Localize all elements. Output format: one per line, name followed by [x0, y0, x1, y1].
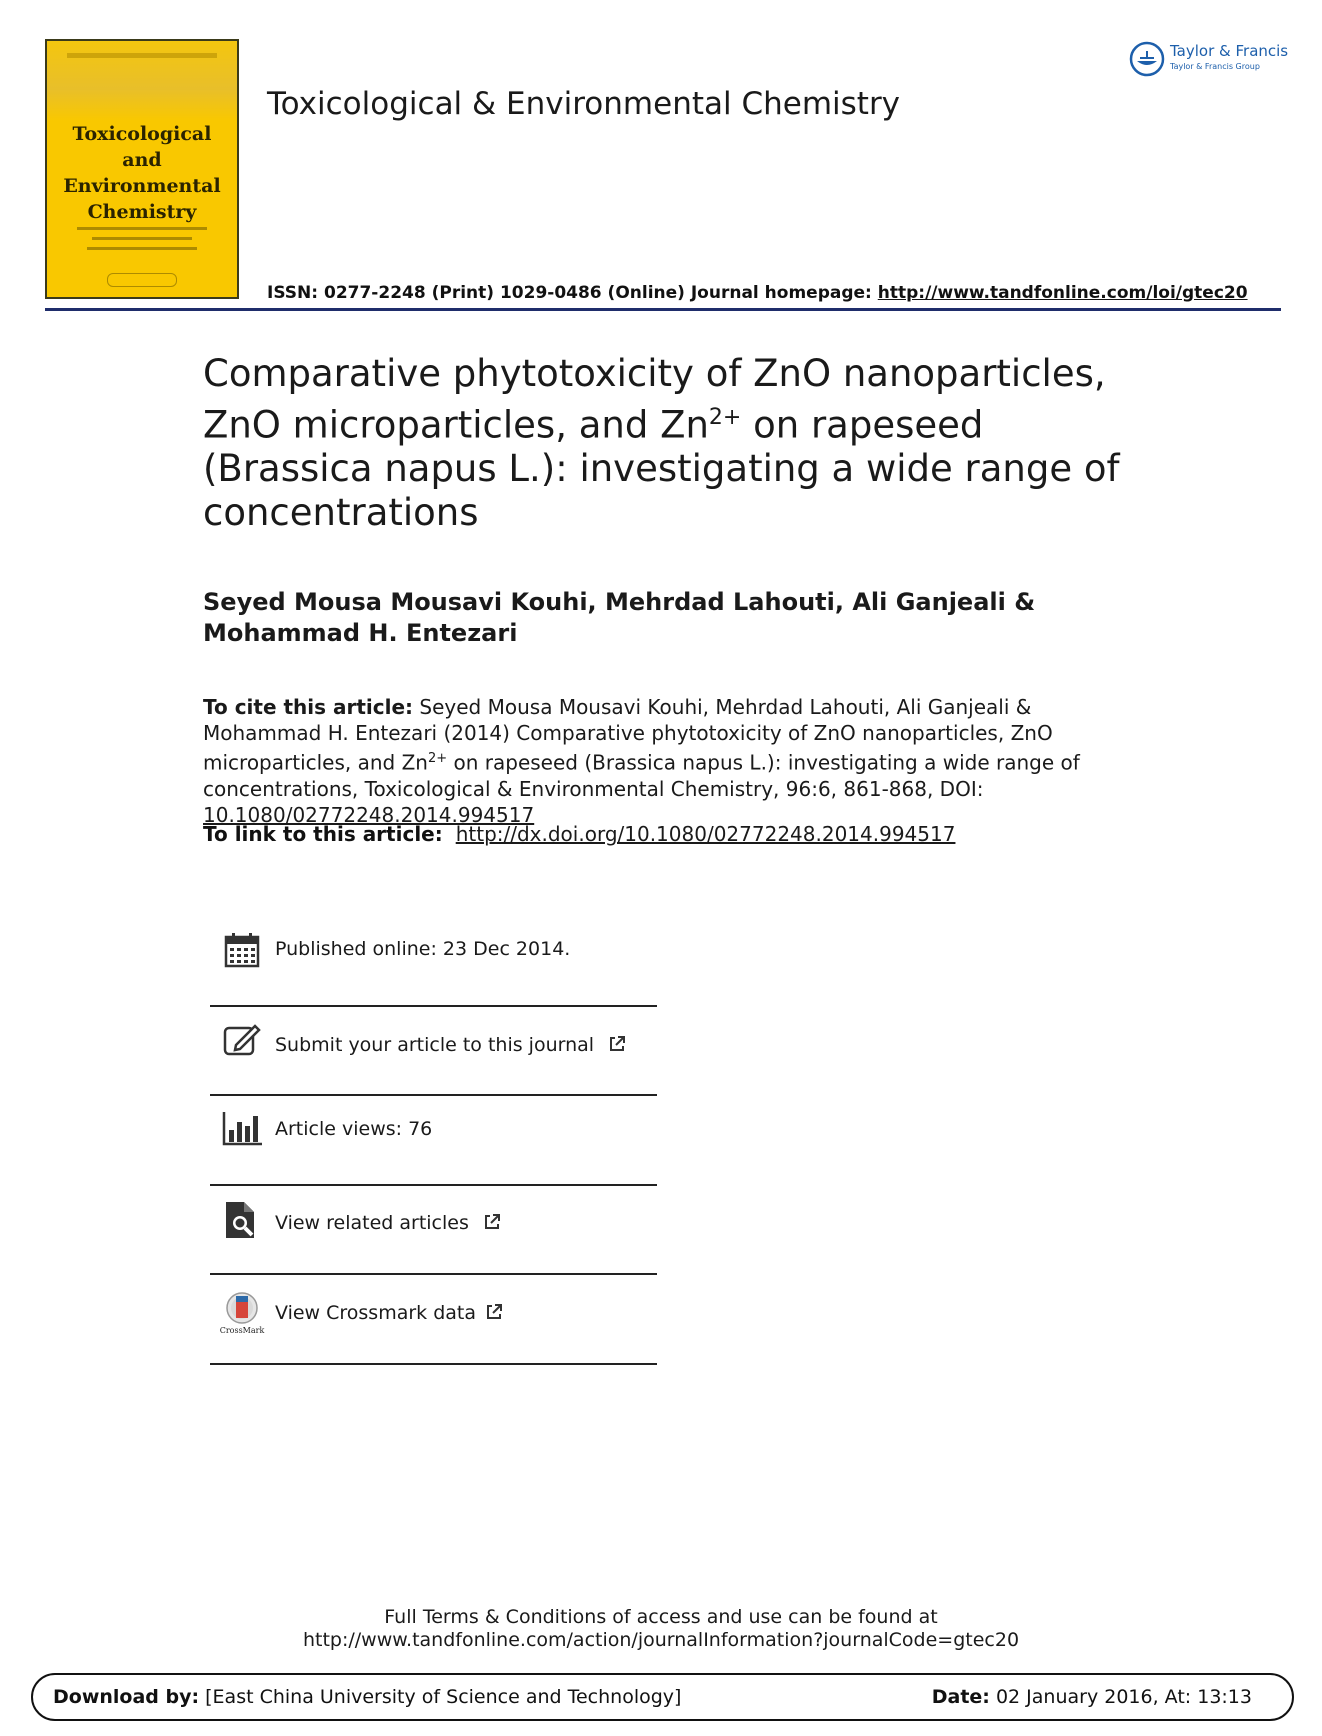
article-views-row [210, 1108, 657, 1148]
crossmark-label: View Crossmark data [275, 1302, 477, 1324]
citation-block [203, 694, 1133, 828]
publisher-logo [1128, 40, 1288, 80]
external-link-icon [483, 1213, 501, 1231]
link-label: To link to this article: [203, 822, 450, 846]
crossmark-link[interactable] [210, 1290, 657, 1336]
external-link-icon [608, 1035, 626, 1053]
terms-notice [0, 1606, 1322, 1652]
doi-link[interactable]: 10.1080/02772248.2014.994517 [203, 802, 535, 827]
document-search-icon [222, 1200, 262, 1240]
terms-url[interactable]: http://www.tandfonline.com/action/journalInformation?journalCode=gtec20 [302, 1629, 1020, 1651]
cover-title: Toxicological and Environmental Chemistry [63, 123, 221, 223]
submit-article-label: Submit your article to this journal [275, 1034, 595, 1056]
related-articles-row [275, 1212, 501, 1234]
download-footer [31, 1673, 1294, 1721]
download-label: Download by: [53, 1686, 200, 1708]
journal-title: Toxicological & Environmental Chemistry [267, 86, 901, 122]
cover-header-strip [67, 53, 217, 58]
info-divider [210, 1273, 657, 1275]
header-divider [45, 308, 1281, 311]
cover-editor-line [77, 227, 207, 230]
cover-editor-line [87, 247, 197, 250]
info-divider [210, 1184, 657, 1186]
crossmark-icon [219, 1290, 265, 1336]
article-views: Article views: 76 [275, 1118, 433, 1140]
article-title [203, 352, 1133, 535]
journal-cover-image [45, 39, 239, 299]
cover-publisher-logo [107, 273, 177, 287]
issn-text: ISSN: 0277-2248 (Print) 1029-0486 (Online) Journal homepage: [267, 283, 878, 303]
info-divider [210, 1005, 657, 1007]
citation-text-part2: on rapeseed (Brassica napus L.): investigating a wide range of concentrations, Toxicological & Environmental Chemistry, 96:6, 861-868, DOI: [203, 750, 1080, 801]
download-info [53, 1686, 681, 1708]
calendar-icon [222, 930, 262, 970]
terms-line1: Full Terms & Conditions of access and use can be found at [384, 1606, 938, 1628]
published-row [210, 930, 657, 970]
edit-icon [222, 1020, 262, 1060]
published-date: Published online: 23 Dec 2014. [275, 938, 571, 960]
taylor-francis-icon [1128, 40, 1166, 78]
crossmark-logo-text: CrossMark [219, 1326, 265, 1335]
external-link-icon [485, 1303, 503, 1321]
citation-label: To cite this article: [203, 695, 414, 719]
info-divider [210, 1094, 657, 1096]
article-title-part2: on rapeseed (Brassica napus L.): investigating a wide range of concentrations [203, 403, 1120, 535]
article-link-line [203, 822, 955, 846]
bar-chart-icon [222, 1108, 262, 1148]
journal-homepage-link[interactable]: http://www.tandfonline.com/loi/gtec20 [877, 283, 1248, 303]
crossmark-row [275, 1302, 503, 1324]
article-authors: Seyed Mousa Mousavi Kouhi, Mehrdad Lahouti, Ali Ganjeali & Mohammad H. Entezari [203, 588, 1036, 647]
article-title-superscript: 2+ [708, 405, 742, 430]
citation-superscript: 2+ [427, 751, 448, 766]
submit-article-row [275, 1034, 626, 1056]
publisher-group: Taylor & Francis Group [1170, 62, 1260, 71]
related-articles-link[interactable] [210, 1200, 657, 1240]
info-divider [210, 1363, 657, 1365]
related-articles-label: View related articles [275, 1212, 469, 1234]
date-value: 02 January 2016, At: 13:13 [989, 1686, 1252, 1708]
article-link[interactable]: http://dx.doi.org/10.1080/02772248.2014.994517 [455, 822, 956, 846]
article-title-part1: Comparative phytotoxicity of ZnO nanoparticles, ZnO microparticles, and Zn [203, 352, 1106, 447]
citation-text-part1: Seyed Mousa Mousavi Kouhi, Mehrdad Lahouti, Ali Ganjeali & Mohammad H. Entezari (2014) Comparative phytotoxicity of ZnO nanoparticles, ZnO microparticles, and Zn [203, 695, 1053, 775]
date-label: Date: [931, 1686, 990, 1708]
cover-editor-line [92, 237, 192, 240]
download-date [932, 1686, 1252, 1708]
submit-article-link[interactable] [210, 1020, 657, 1060]
issn-line [267, 283, 1248, 303]
publisher-name: Taylor & Francis [1170, 42, 1289, 60]
download-value: [East China University of Science and Technology] [199, 1686, 682, 1708]
